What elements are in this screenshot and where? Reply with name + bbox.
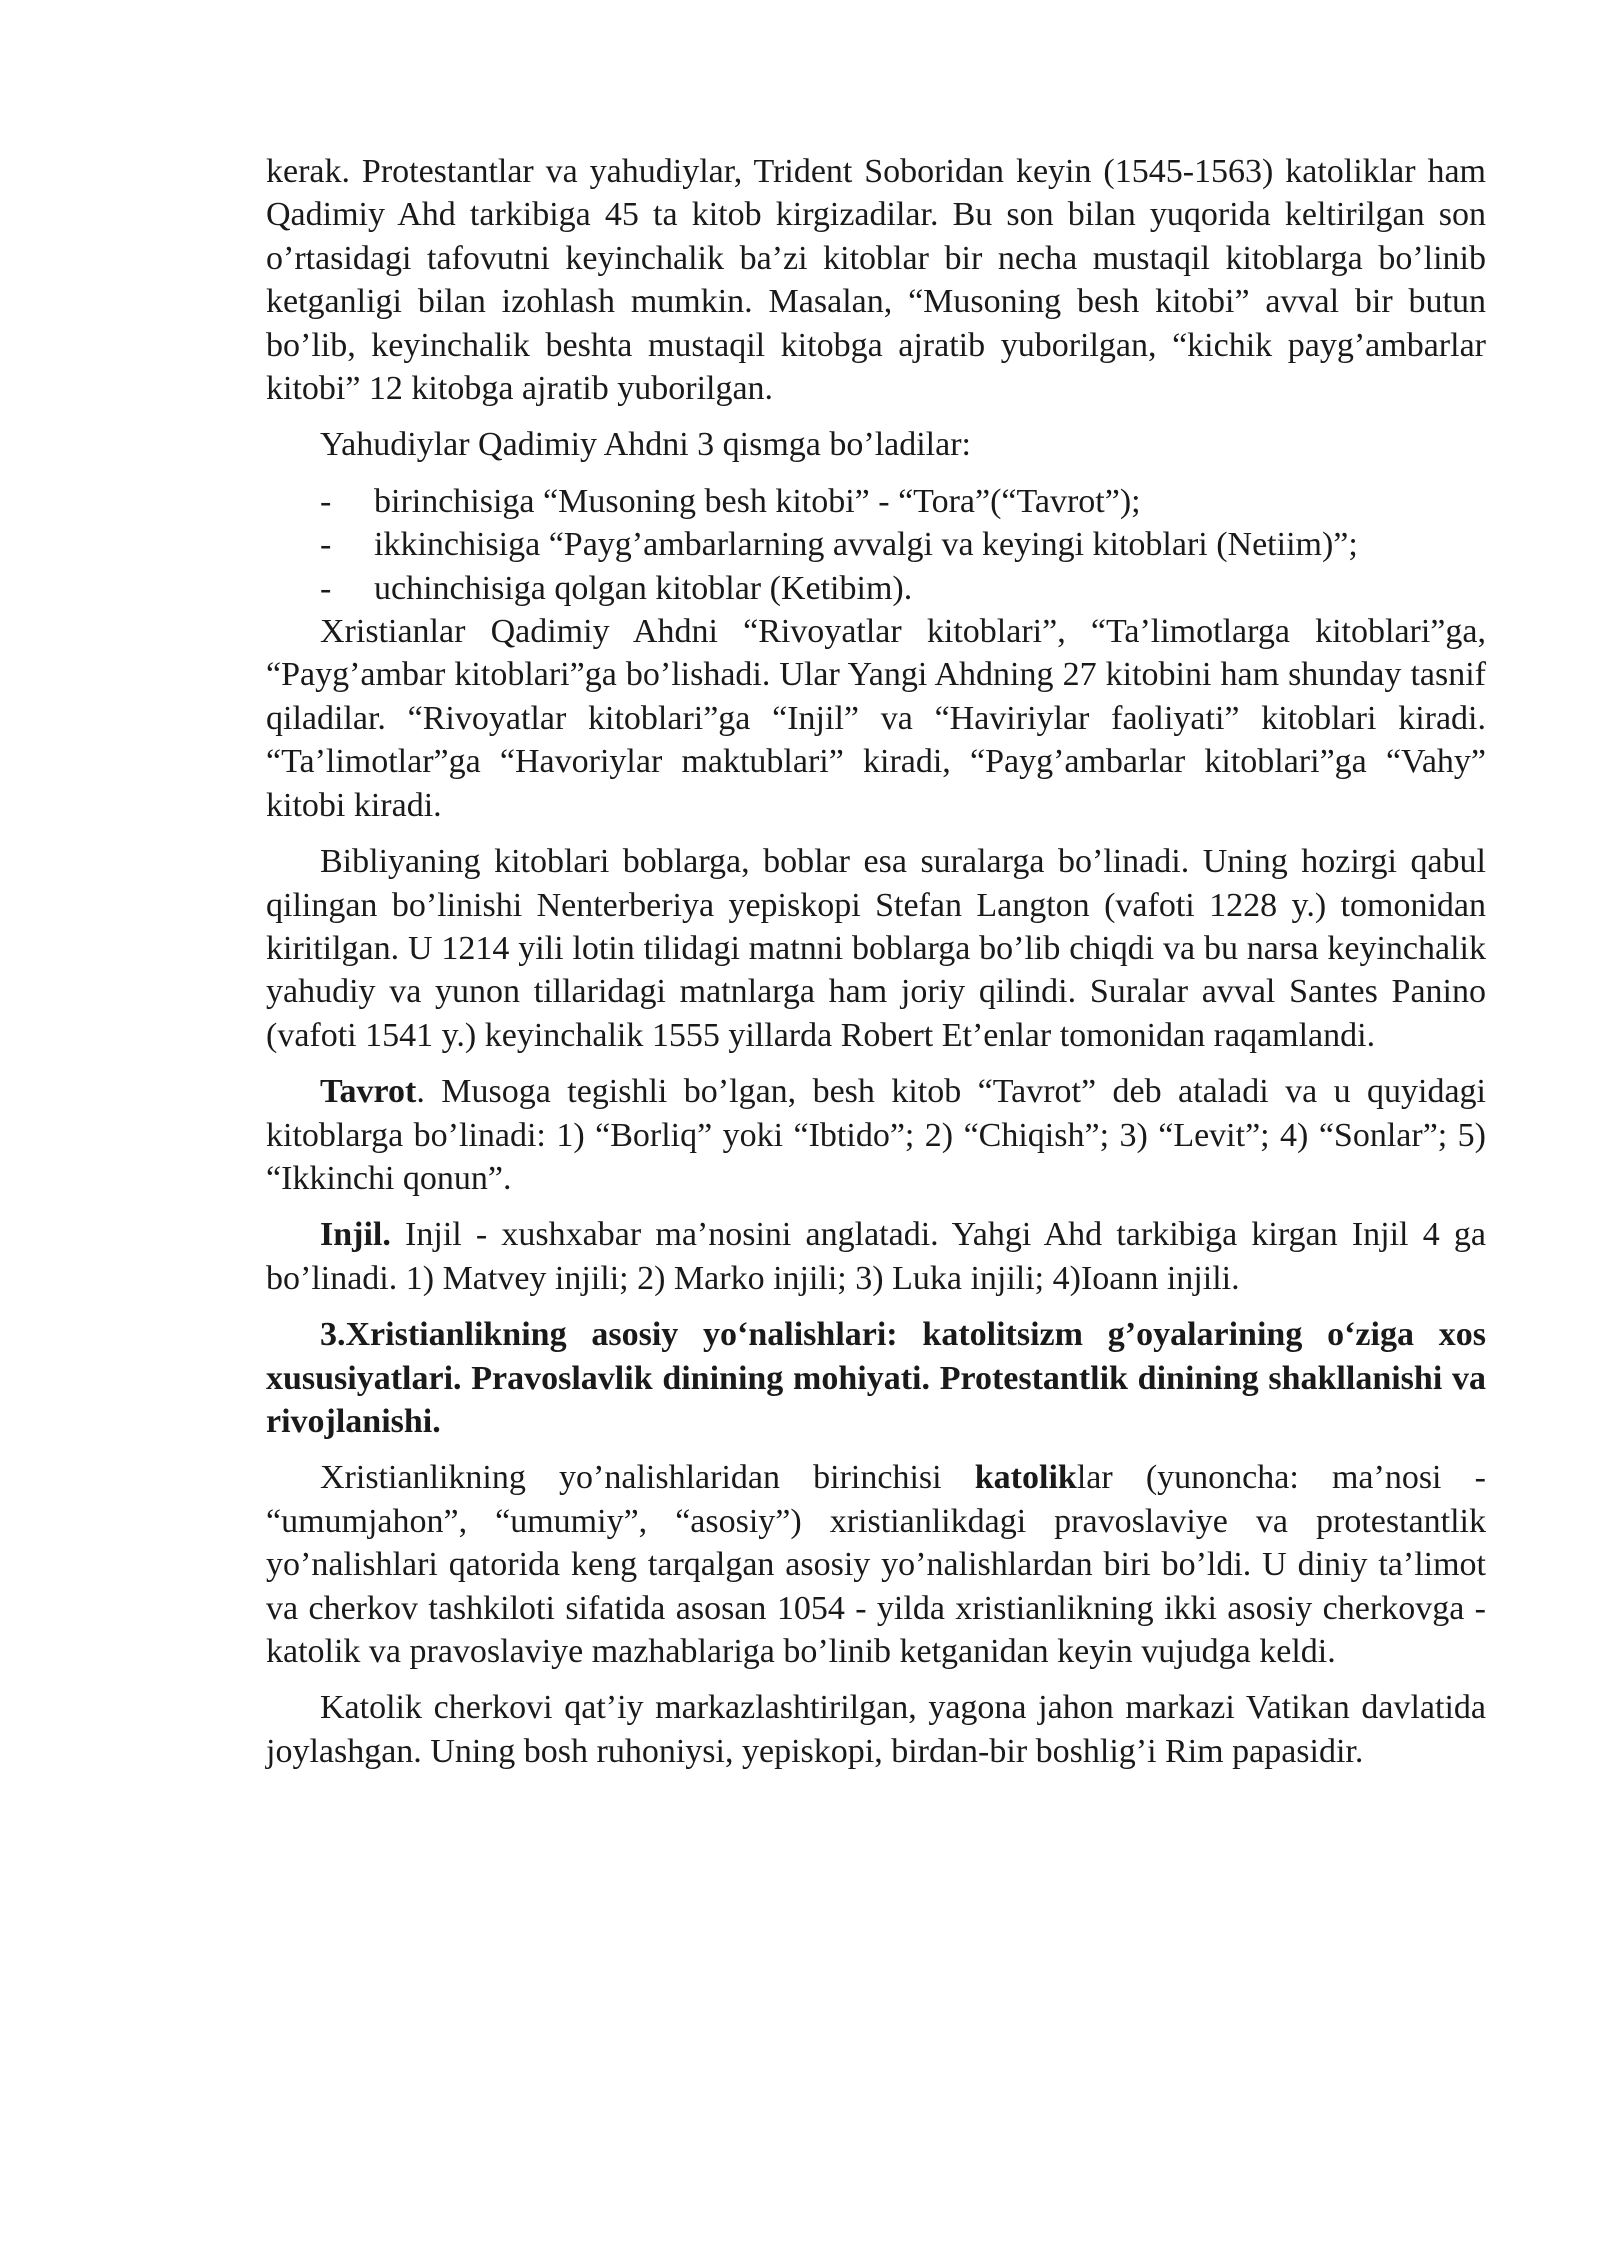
paragraph-christian-division: Xristianlar Qadimiy Ahdni “Rivoyatlar kitoblari”, “Ta’limotlarga kitoblari”ga, “Payg’ambar kitoblari”ga bo’lishadi. Ular Yangi Ahdning 27 kitobini ham shunday tasnif qiladilar. “Rivoyatlar kitoblari”ga “Injil” va “Haviriylar faoliyati” kitoblari kiradi. “Ta’limotlar”ga “Havoriylar maktublari” kiradi, “Payg’ambarlar kitoblari”ga “Vahy” kitobi kiradi.	[266, 613, 1486, 824]
list-dash: -	[320, 526, 332, 564]
paragraph-intro: kerak. Protestantlar va yahudiylar, Trident Soboridan keyin (1545-1563) katoliklar ham Qadimiy Ahd tarkibiga 45 ta kitob kirgizadilar. Bu son bilan yuqorida keltirilgan son o’rtasidagi tafovutni keyinchalik ba’zi kitoblar bir necha mustaqil kitoblarga bo’linib ketganligi bilan izohlash mumkin. Masalan, “Musoning besh kitobi” avval bir butun bo’lib, keyinchalik beshta mustaqil kitobga ajratib yuborilgan, “kichik payg’ambarlar kitobi” 12 kitobga ajratib yuborilgan.	[266, 153, 1486, 408]
paragraph-catholicism	[266, 1456, 1486, 1673]
term-katolik: katolik	[974, 1459, 1077, 1497]
list-dash: -	[320, 482, 332, 520]
term-injil: Injil.	[320, 1216, 391, 1254]
paragraph-catholicism-start: Xristianlikning yo’nalishlaridan birinchisi	[320, 1459, 975, 1497]
list-dash: -	[320, 569, 332, 607]
document-page	[266, 150, 1486, 1773]
paragraph-catholic-church: Katolik cherkovi qat’iy markazlashtirilgan, yagona jahon markazi Vatikan davlatida joylashgan. Uning bosh ruhoniysi, yepiskopi, birdan-bir boshlig’i Rim papasidir.	[266, 1689, 1486, 1770]
paragraph-catholicism-text: lar (yunoncha: ma’nosi - “umumjahon”, “umumiy”, “asosiy”) xristianlikdagi pravoslaviye va protestantlik yo’nalishlari qatorida keng tarqalgan asosiy yo’nalishlardan biri bo’ldi. U diniy ta’limot va cherkov tashkiloti sifatida asosan 1054 - yilda xristianlikning ikki asosiy cherkovga - katolik va pravoslaviye mazhablariga bo’linib ketganidan keyin vujudga keldi.	[266, 1459, 1486, 1670]
paragraph-injil	[266, 1213, 1486, 1300]
paragraph-bible-chapters: Bibliyaning kitoblari boblarga, boblar esa suralarga bo’linadi. Uning hozirgi qabul qilingan bo’linishi Nenterberiya yepiskopi Stefan Langton (vafoti 1228 y.) tomonidan kiritilgan. U 1214 yili lotin tilidagi matnni boblarga bo’lib chiqdi va bu narsa keyinchalik yahudiy va yunon tillaridagi matnlarga ham joriy qilindi. Suralar avval Santes Panino (vafoti 1541 y.) keyinchalik 1555 yillarda Robert Et’enlar tomonidan raqamlandi.	[266, 843, 1486, 1054]
division-list	[266, 480, 1486, 610]
list-item	[266, 480, 1486, 523]
paragraph-tavrot	[266, 1070, 1486, 1200]
list-item-text: birinchisiga “Musoning besh kitobi” - “Tora”(“Tavrot”);	[374, 482, 1141, 520]
list-item-text: uchinchisiga qolgan kitoblar (Ketibim).	[374, 569, 913, 607]
term-tavrot: Tavrot	[320, 1073, 417, 1111]
paragraph-injil-text: Injil - xushxabar ma’nosini anglatadi. Yahgi Ahd tarkibiga kirgan Injil 4 ga bo’linadi. 1) Matvey injili; 2) Marko injili; 3) Luka injili; 4)Ioann injili.	[266, 1216, 1486, 1297]
paragraph-tavrot-text: . Musoga tegishli bo’lgan, besh kitob “Tavrot” deb ataladi va u quyidagi kitoblarga bo’linadi: 1) “Borliq” yoki “Ibtido”; 2) “Chiqish”; 3) “Levit”; 4) “Sonlar”; 5) “Ikkinchi qonun”.	[266, 1073, 1486, 1197]
list-item-text: ikkinchisiga “Payg’ambarlarning avvalgi va keyingi kitoblari (Netiim)”;	[374, 526, 1358, 564]
list-item	[266, 523, 1486, 566]
section-heading: 3.Xristianlikning asosiy yo‘nalishlari: katolitsizm g’oyalarining o‘ziga xos xususiyatlari. Pravoslavlik dinining mohiyati. Protestantlik dinining shakllanishi va rivojlanishi.	[266, 1316, 1486, 1440]
paragraph-jewish-division: Yahudiylar Qadimiy Ahdni 3 qismga bo’ladilar:	[320, 426, 971, 464]
list-item	[266, 567, 1486, 610]
